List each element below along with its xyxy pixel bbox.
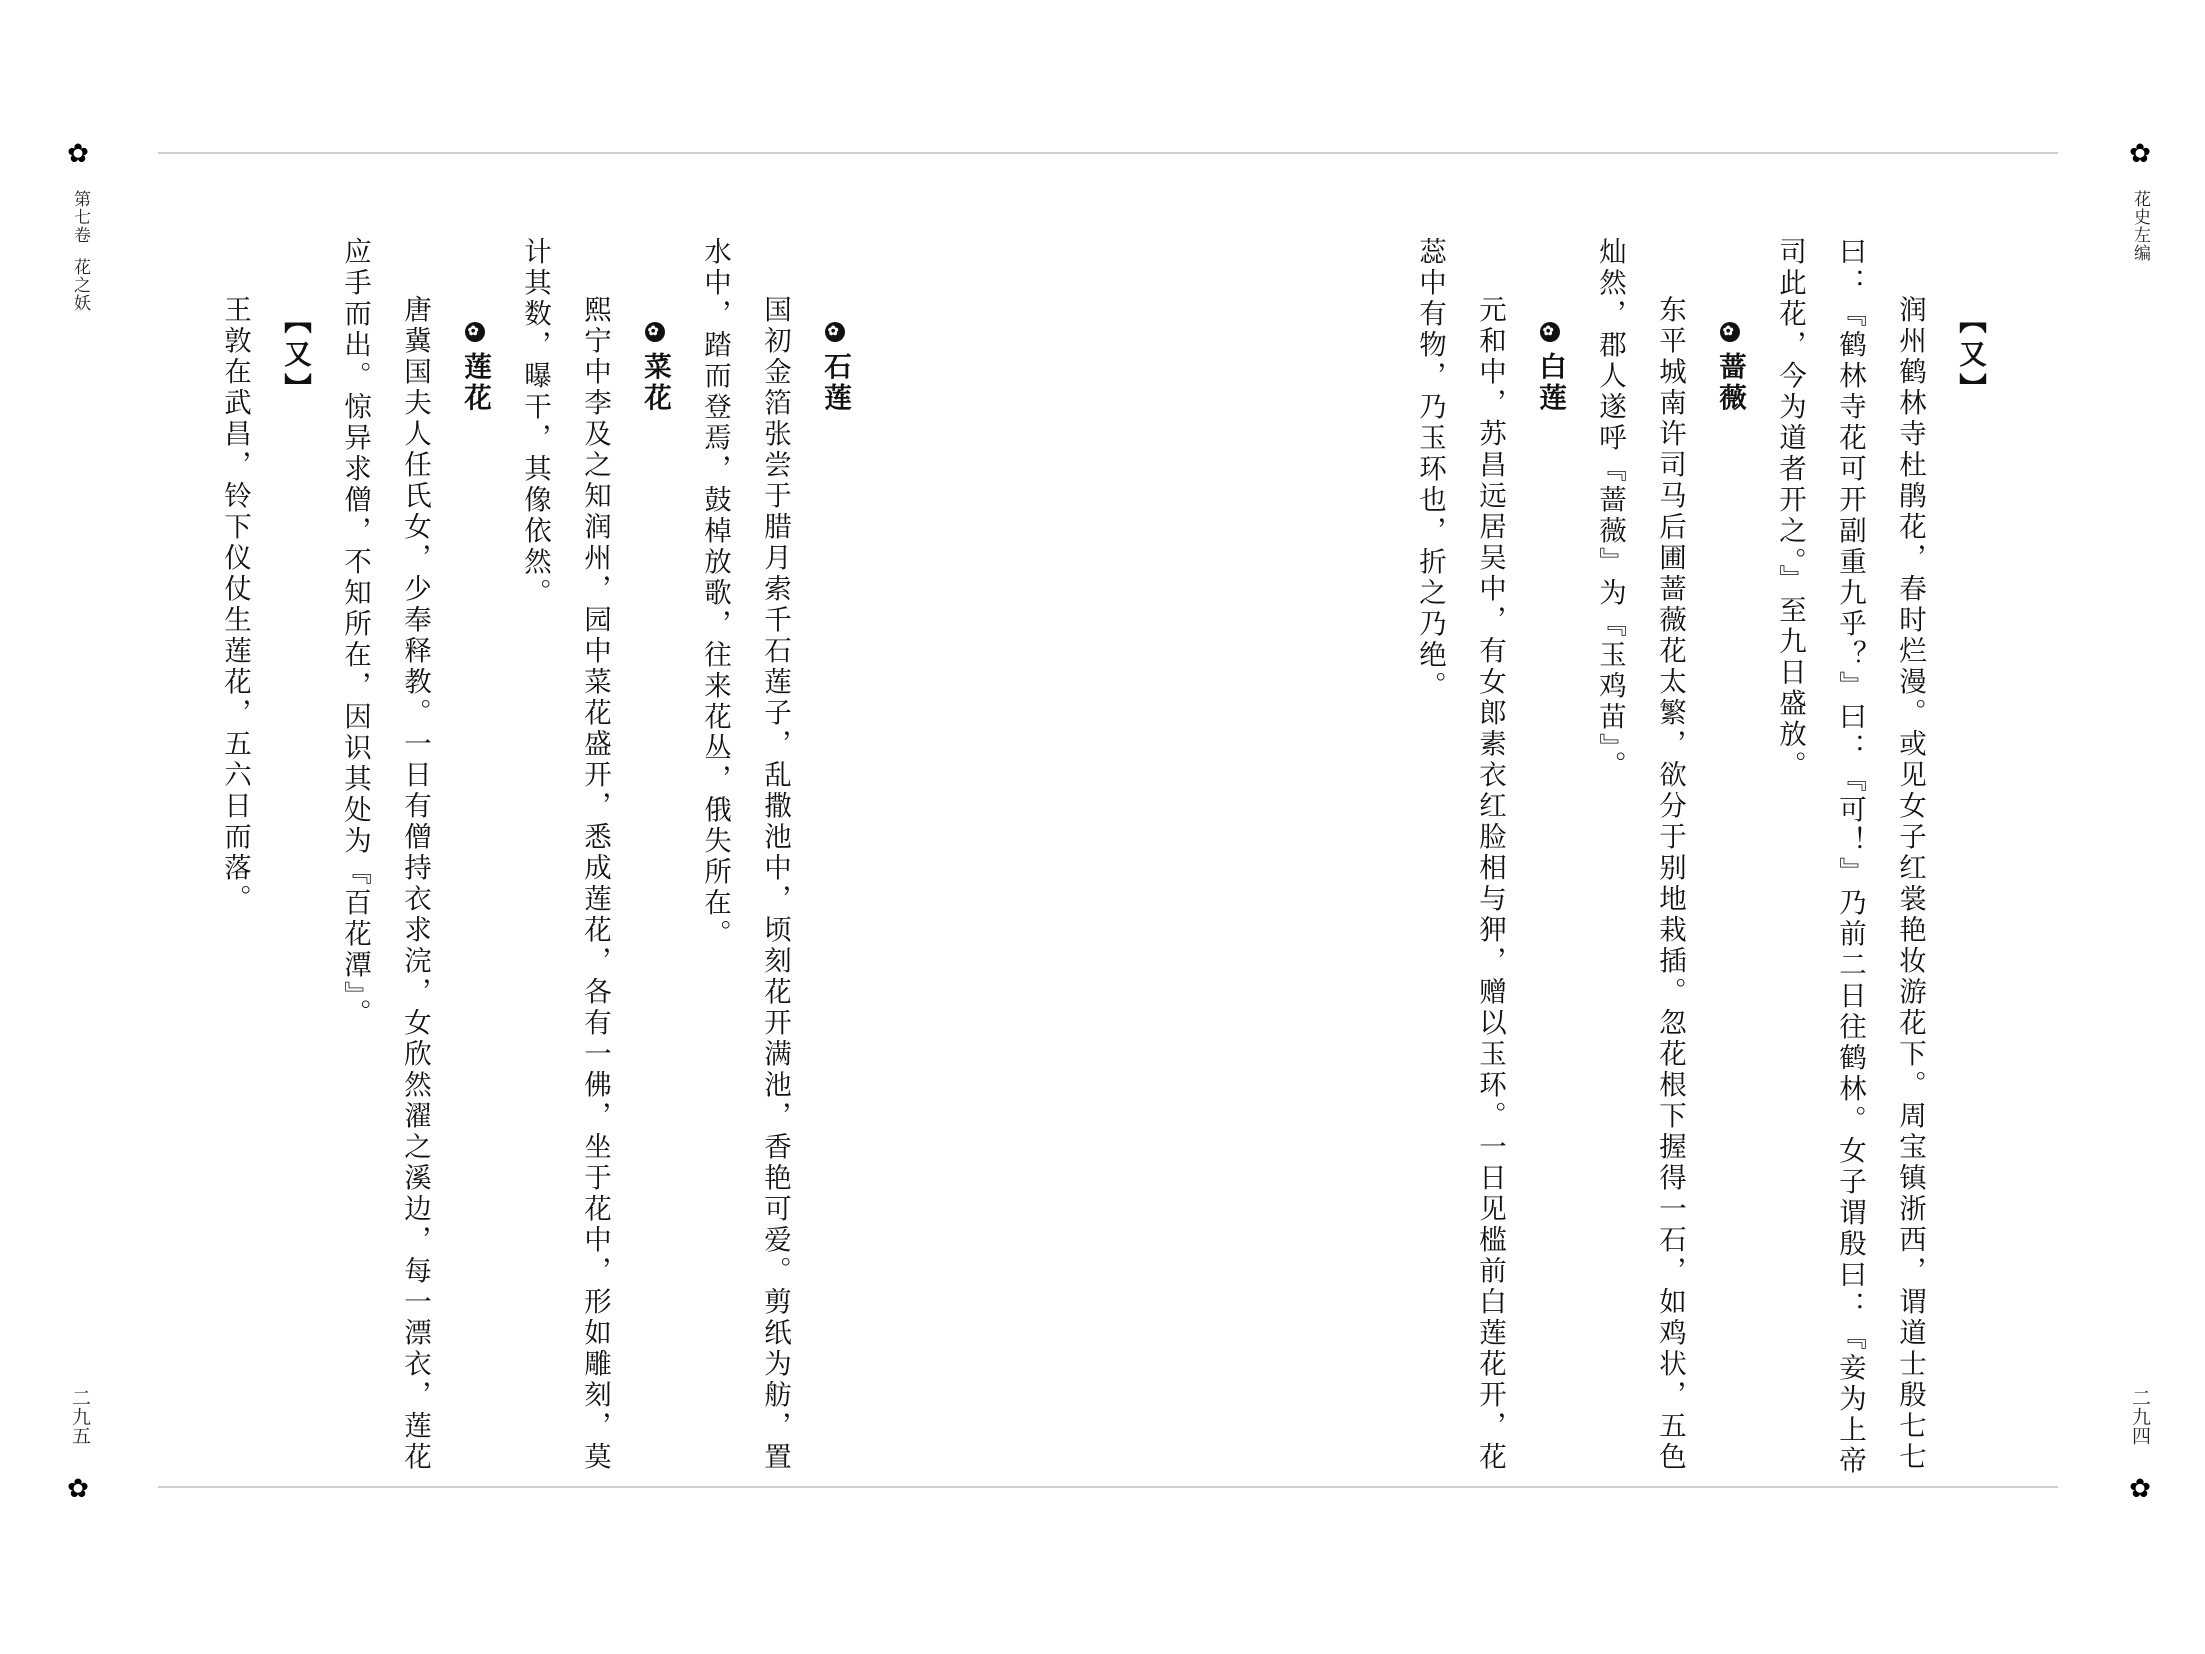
section-heading-text: 菜花 [639, 352, 671, 414]
flower-bullet-icon: ✿ [645, 322, 665, 342]
text-column: 熙宁中李及之知润州，园中菜花盛开，悉成莲花，各有一佛，坐于花中，形如雕刻，莫 [579, 295, 611, 1473]
section-heading [820, 322, 850, 414]
section-heading [460, 322, 490, 414]
text-column: 曰：『鹤林寺花可开副重九乎？』曰：『可！』乃前二日往鹤林。女子谓殷曰：『妾为上帝 [1834, 237, 1866, 1477]
flower-icon: ✿ [67, 139, 89, 169]
left-page-number: 二九五 [69, 1388, 91, 1445]
chapter-label: 花之妖 [70, 258, 90, 312]
section-bracket-heading: 【又】 [279, 306, 311, 407]
top-rule [158, 152, 2058, 154]
section-heading [1715, 322, 1745, 414]
flower-bullet-icon: ✿ [825, 322, 845, 342]
flower-icon: ✿ [2129, 1474, 2151, 1504]
right-running-header [2128, 190, 2153, 262]
text-column: 王敦在武昌，铃下仪仗生莲花，五六日而落。 [219, 295, 251, 915]
left-running-header [68, 190, 93, 312]
text-column: 计其数，曝干，其像依然。 [519, 237, 551, 609]
section-heading-text: 石莲 [819, 352, 851, 414]
section-heading-text: 蔷薇 [1714, 352, 1746, 414]
bottom-rule [158, 1486, 2058, 1488]
flower-icon: ✿ [2129, 139, 2151, 169]
text-column: 司此花，今为道者开之。』至九日盛放。 [1774, 237, 1806, 782]
text-column: 唐冀国夫人任氏女，少奉释教。一日有僧持衣求浣，女欣然濯之溪边，每一漂衣，莲花 [399, 295, 431, 1473]
text-column: 应手而出。惊异求僧，不知所在，因识其处为『百花潭』。 [339, 237, 371, 1030]
right-page-number: 二九四 [2129, 1388, 2151, 1445]
section-heading-text: 白莲 [1534, 352, 1566, 414]
flower-bullet-icon: ✿ [1720, 322, 1740, 342]
text-column: 水中，踏而登焉，鼓棹放歌，往来花丛，俄失所在。 [699, 237, 731, 950]
text-column: 国初金箔张尝于腊月索千石莲子，乱撒池中，顷刻花开满池，香艳可爱。剪纸为舫，置 [759, 295, 791, 1473]
volume-label: 第七卷 [70, 190, 90, 244]
text-column: 蕊中有物，乃玉环也，折之乃绝。 [1414, 237, 1446, 702]
book-title-label: 花史左编 [2130, 190, 2150, 262]
section-bracket-heading: 【又】 [1954, 306, 1986, 407]
text-column: 东平城南许司马后圃蔷薇花太繁，欲分于别地栽插。忽花根下握得一石，如鸡状，五色 [1654, 295, 1686, 1473]
flower-icon: ✿ [67, 1474, 89, 1504]
flower-bullet-icon: ✿ [465, 322, 485, 342]
section-heading [640, 322, 670, 414]
text-column: 灿然，郡人遂呼『蔷薇』为『玉鸡苗』。 [1594, 237, 1626, 782]
section-heading-text: 莲花 [459, 352, 491, 414]
flower-bullet-icon: ✿ [1540, 322, 1560, 342]
section-heading [1535, 322, 1565, 414]
text-column: 元和中，苏昌远居吴中，有女郎素衣红脸相与狎，赠以玉环。一日见槛前白莲花开，花 [1474, 295, 1506, 1473]
text-column: 润州鹤林寺杜鹃花，春时烂漫。或见女子红裳艳妆游花下。周宝镇浙西，谓道士殷七七 [1894, 295, 1926, 1473]
